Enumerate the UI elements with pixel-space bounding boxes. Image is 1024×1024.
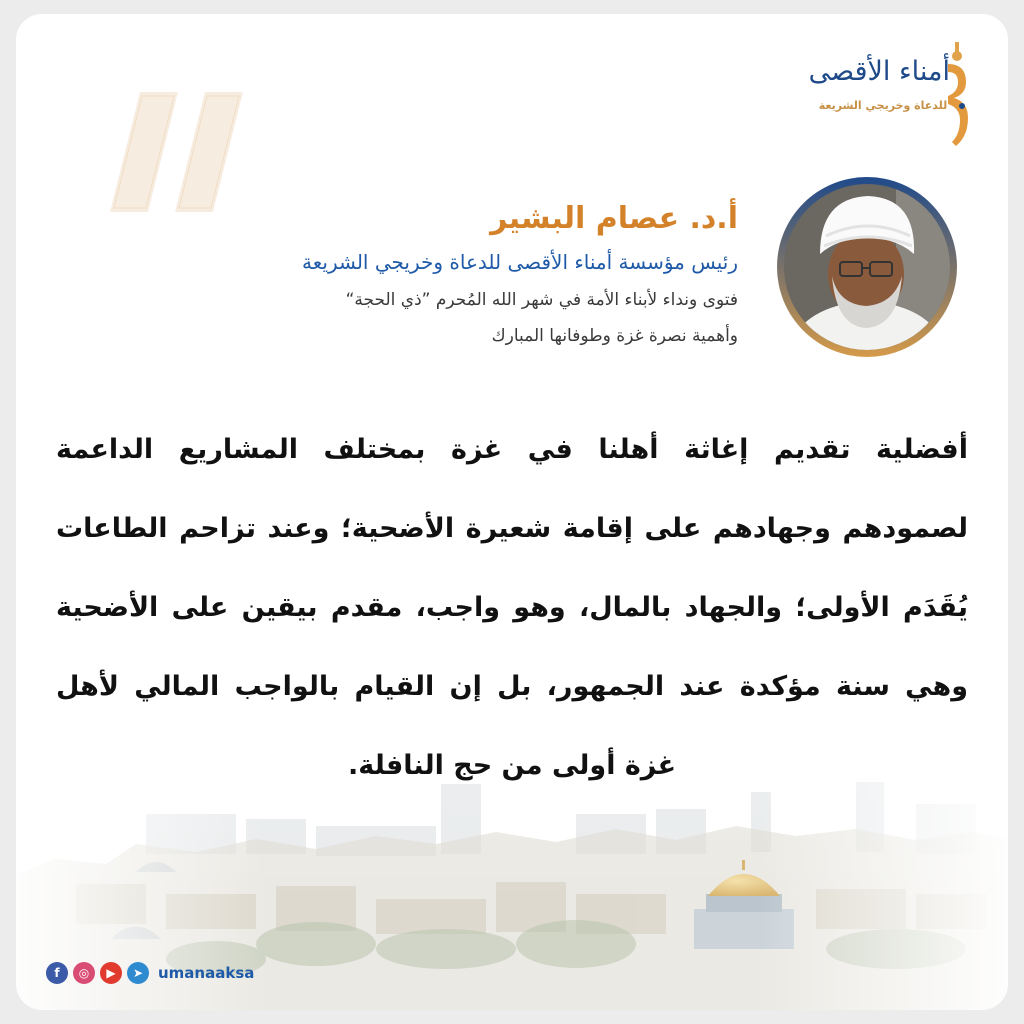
- logo-subtitle: للدعاة وخريجي الشريعة: [818, 99, 948, 112]
- post-card: [16, 14, 1008, 1010]
- social-links-footer: [46, 960, 254, 986]
- fatwa-body-text: أفضلية تقديم إغاثة أهلنا في غزة بمختلف المشاريع الداعمة لصمودهم وجهادهم على إقامة شعيرة الأضحية؛ وعند تزاحم الطاعات يُقَدَم الأولى؛ والجهاد بالمال، وهو واجب، مقدم بيقين على الأضحية وهي سنة مؤكدة عند الجمهور، بل إن القيام بالواجب المالي لأهل غزة أولى من حج النافلة.: [56, 434, 968, 781]
- speaker-header: [178, 199, 738, 349]
- speaker-portrait-avatar: [776, 176, 958, 358]
- fatwa-title-line-2: وأهمية نصرة غزة وطوفانها المبارك: [491, 326, 738, 346]
- brand-logo: [794, 36, 984, 156]
- speaker-name: أ.د. عصام البشير: [490, 201, 738, 236]
- instagram-icon[interactable]: ◎: [73, 962, 95, 984]
- facebook-icon[interactable]: f: [46, 962, 68, 984]
- social-handle[interactable]: umanaaksa: [158, 964, 255, 982]
- youtube-icon[interactable]: ▶: [100, 962, 122, 984]
- telegram-icon[interactable]: ➤: [127, 962, 149, 984]
- fatwa-title-line-1: فتوى ونداء لأبناء الأمة في شهر الله المُحرم ”ذي الحجة“: [345, 290, 738, 310]
- logo-title: أمناء الأقصى: [808, 56, 950, 87]
- speaker-role: رئيس مؤسسة أمناء الأقصى للدعاة وخريجي الشريعة: [302, 250, 738, 274]
